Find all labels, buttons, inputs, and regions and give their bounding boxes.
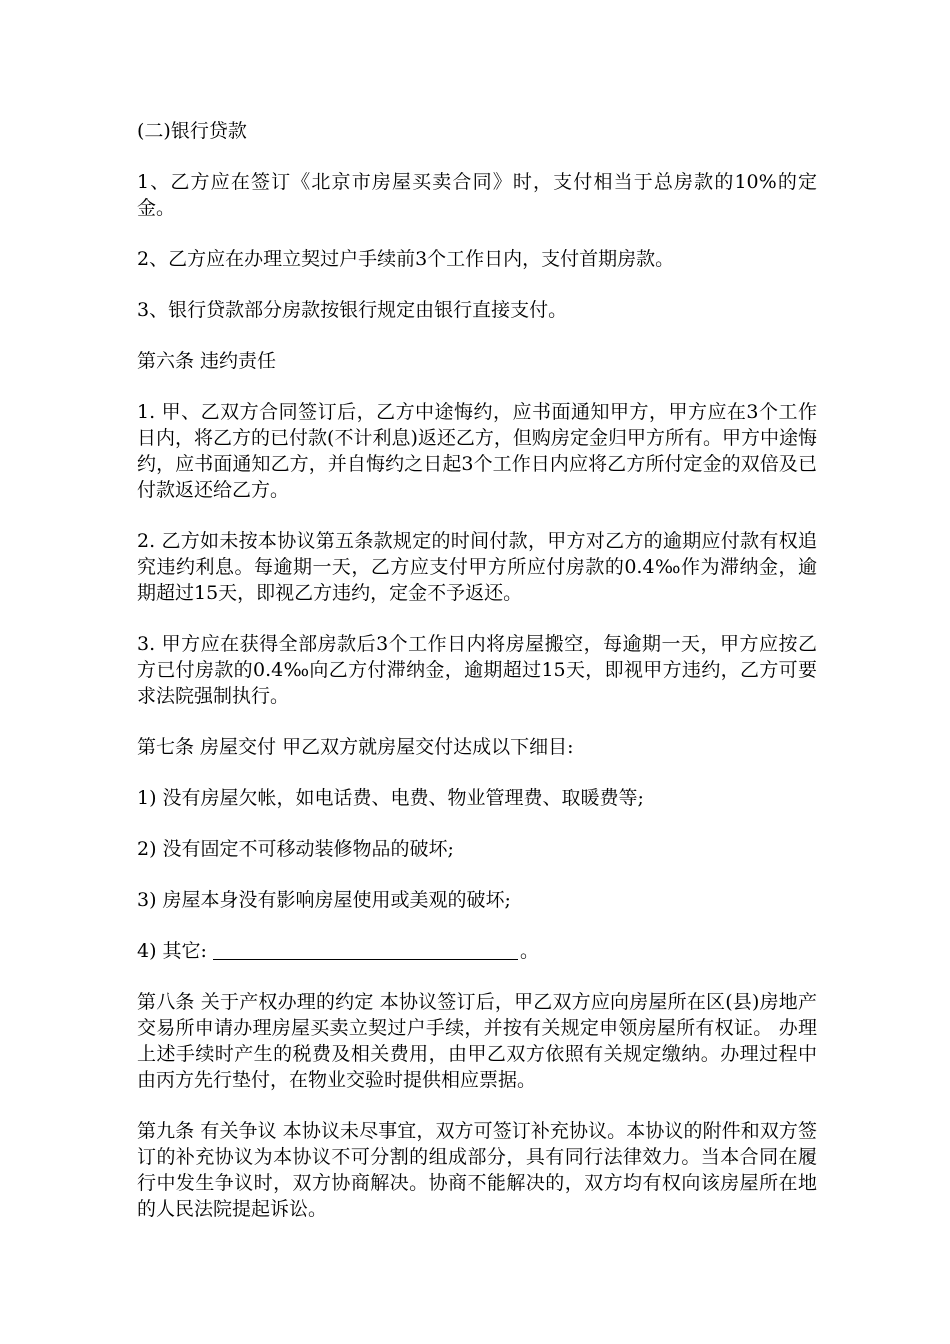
clause-first-payment: 2、乙方应在办理立契过户手续前3个工作日内，支付首期房款。 (137, 248, 675, 270)
document-page (137, 118, 817, 1247)
clause-bank-payment: 3、银行贷款部分房款按银行规定由银行直接支付。 (137, 299, 568, 321)
delivery-item-2: 2) 没有固定不可移动装修物品的破坏; (137, 838, 454, 860)
clause-breach-3: 3. 甲方应在获得全部房款后3个工作日内将房屋搬空，每逾期一天，甲方应按乙方已付房款的0.4‰向乙方付滞纳金，逾期超过15天，即视甲方违约，乙方可要求法院强制执行。 (137, 633, 817, 707)
clause-breach-1: 1. 甲、乙双方合同签订后，乙方中途悔约，应书面通知甲方，甲方应在3个工作日内，将乙方的已付款(不计利息)返还乙方，但购房定金归甲方所有。甲方中途悔约，应书面通知乙方，并自悔约之日起3个工作日内应将乙方所付定金的双倍及已付款返还给乙方。 (137, 401, 817, 501)
delivery-item-4 (137, 938, 817, 964)
heading-article-7: 第七条 房屋交付 甲乙双方就房屋交付达成以下细目: (137, 736, 574, 758)
delivery-item-3: 3) 房屋本身没有影响房屋使用或美观的破坏; (137, 889, 511, 911)
clause-breach-2: 2. 乙方如未按本协议第五条款规定的时间付款，甲方对乙方的逾期应付款有权追究违约利息。每逾期一天，乙方应支付甲方所应付房款的0.4‰作为滞纳金，逾期超过15天，即视乙方违约，定金不予返还。 (137, 530, 817, 604)
heading-bank-loan: (二)银行贷款 (137, 120, 247, 142)
fill-in-blank[interactable] (213, 940, 518, 960)
other-label: 4) 其它: (137, 940, 207, 962)
clause-article-8: 第八条 关于产权办理的约定 本协议签订后，甲乙双方应向房屋所在区(县)房地产交易所申请办理房屋买卖立契过户手续，并按有关规定申领房屋所有权证。 办理上述手续时产生的税费及相关费用，由甲乙双方依照有关规定缴纳。办理过程中由丙方先行垫付，在物业交验时提供相应票据。 (137, 991, 817, 1091)
other-end: 。 (519, 940, 539, 962)
clause-article-9: 第九条 有关争议 本协议未尽事宜，双方可签订补充协议。本协议的附件和双方签订的补充协议为本协议不可分割的组成部分，具有同行法律效力。当本合同在履行中发生争议时，双方协商解决。协商不能解决的，双方均有权向该房屋所在地的人民法院提起诉讼。 (137, 1120, 817, 1220)
clause-deposit: 1、乙方应在签订《北京市房屋买卖合同》时，支付相当于总房款的10%的定金。 (137, 171, 817, 219)
delivery-item-1: 1) 没有房屋欠帐，如电话费、电费、物业管理费、取暖费等; (137, 787, 644, 809)
heading-article-6: 第六条 违约责任 (137, 350, 277, 372)
